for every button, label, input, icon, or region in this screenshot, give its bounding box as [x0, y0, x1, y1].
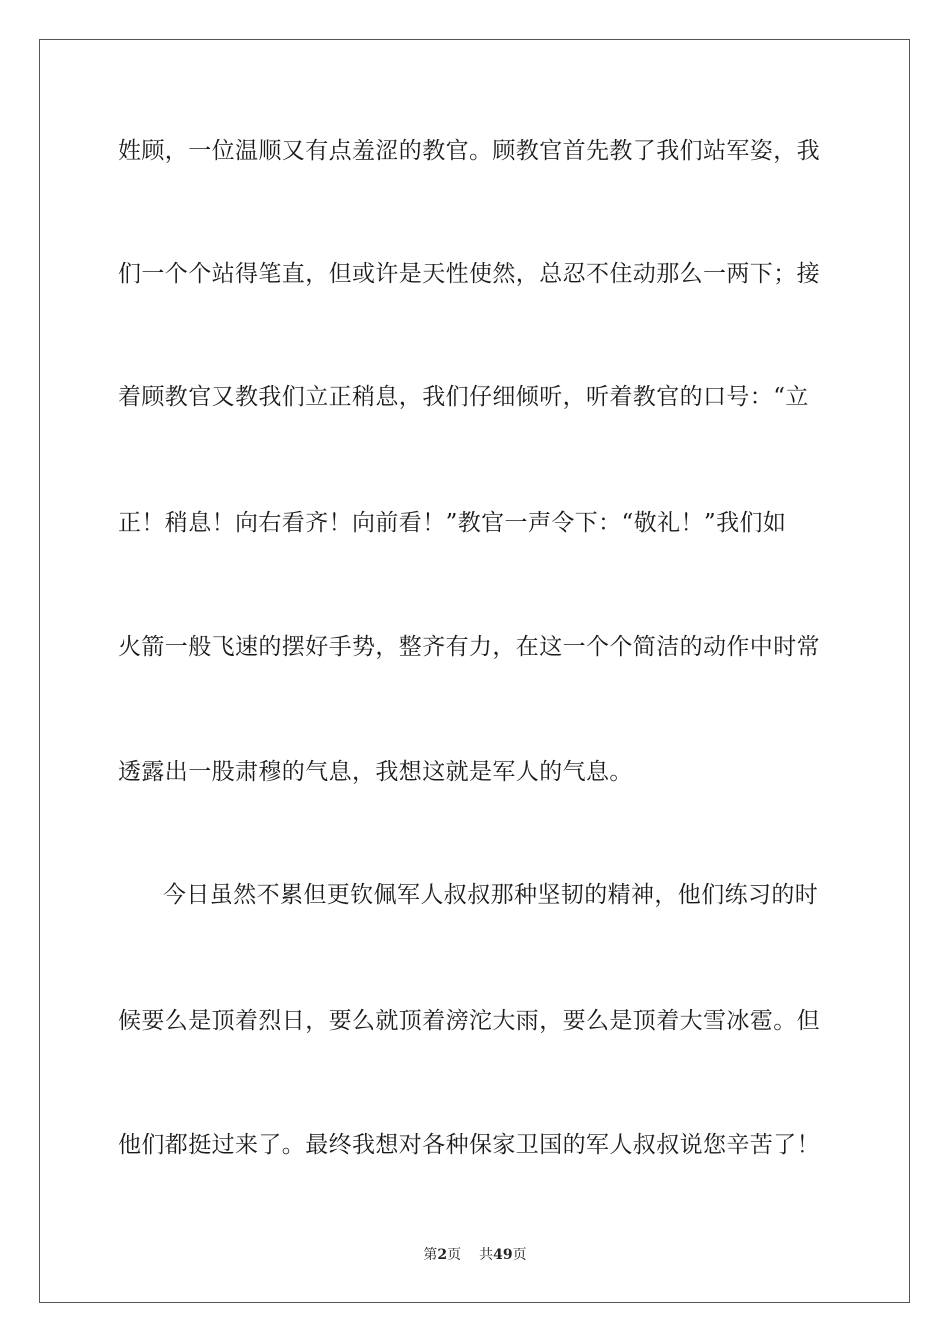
total-prefix: 共	[479, 1247, 494, 1263]
page-suffix: 页	[447, 1247, 462, 1263]
total-pages: 49	[493, 1247, 513, 1263]
body-text-line: 今日虽然不累但更钦佩军人叔叔那种坚韧的精神，他们练习的时	[163, 882, 819, 908]
body-text-line: 他们都挺过来了。最终我想对各种保家卫国的军人叔叔说您辛苦了！	[118, 1132, 820, 1158]
page-border	[39, 39, 910, 1303]
body-text-line: 火箭一般飞速的摆好手势，整齐有力，在这一个个简洁的动作中时常	[118, 634, 820, 660]
body-text-line: 姓顾，一位温顺又有点羞涩的教官。顾教官首先教了我们站军姿，我	[118, 138, 820, 164]
body-text-line: 着顾教官又教我们立正稍息，我们仔细倾听，听着教官的口号：“立	[118, 384, 809, 410]
body-text-line: 正！稍息！向右看齐！向前看！”教官一声令下：“敬礼！”我们如	[118, 510, 787, 536]
body-text-line: 候要么是顶着烈日，要么就顶着滂沱大雨，要么是顶着大雪冰雹。但	[118, 1008, 820, 1034]
page-footer	[0, 1246, 950, 1264]
body-text-line: 透露出一股肃穆的气息，我想这就是军人的气息。	[118, 759, 633, 785]
body-text-line: 们一个个站得笔直，但或许是天性使然，总忍不住动那么一两下；接	[118, 261, 820, 287]
page-prefix: 第	[423, 1247, 438, 1263]
page-number: 2	[437, 1247, 448, 1263]
total-suffix: 页	[512, 1247, 527, 1263]
